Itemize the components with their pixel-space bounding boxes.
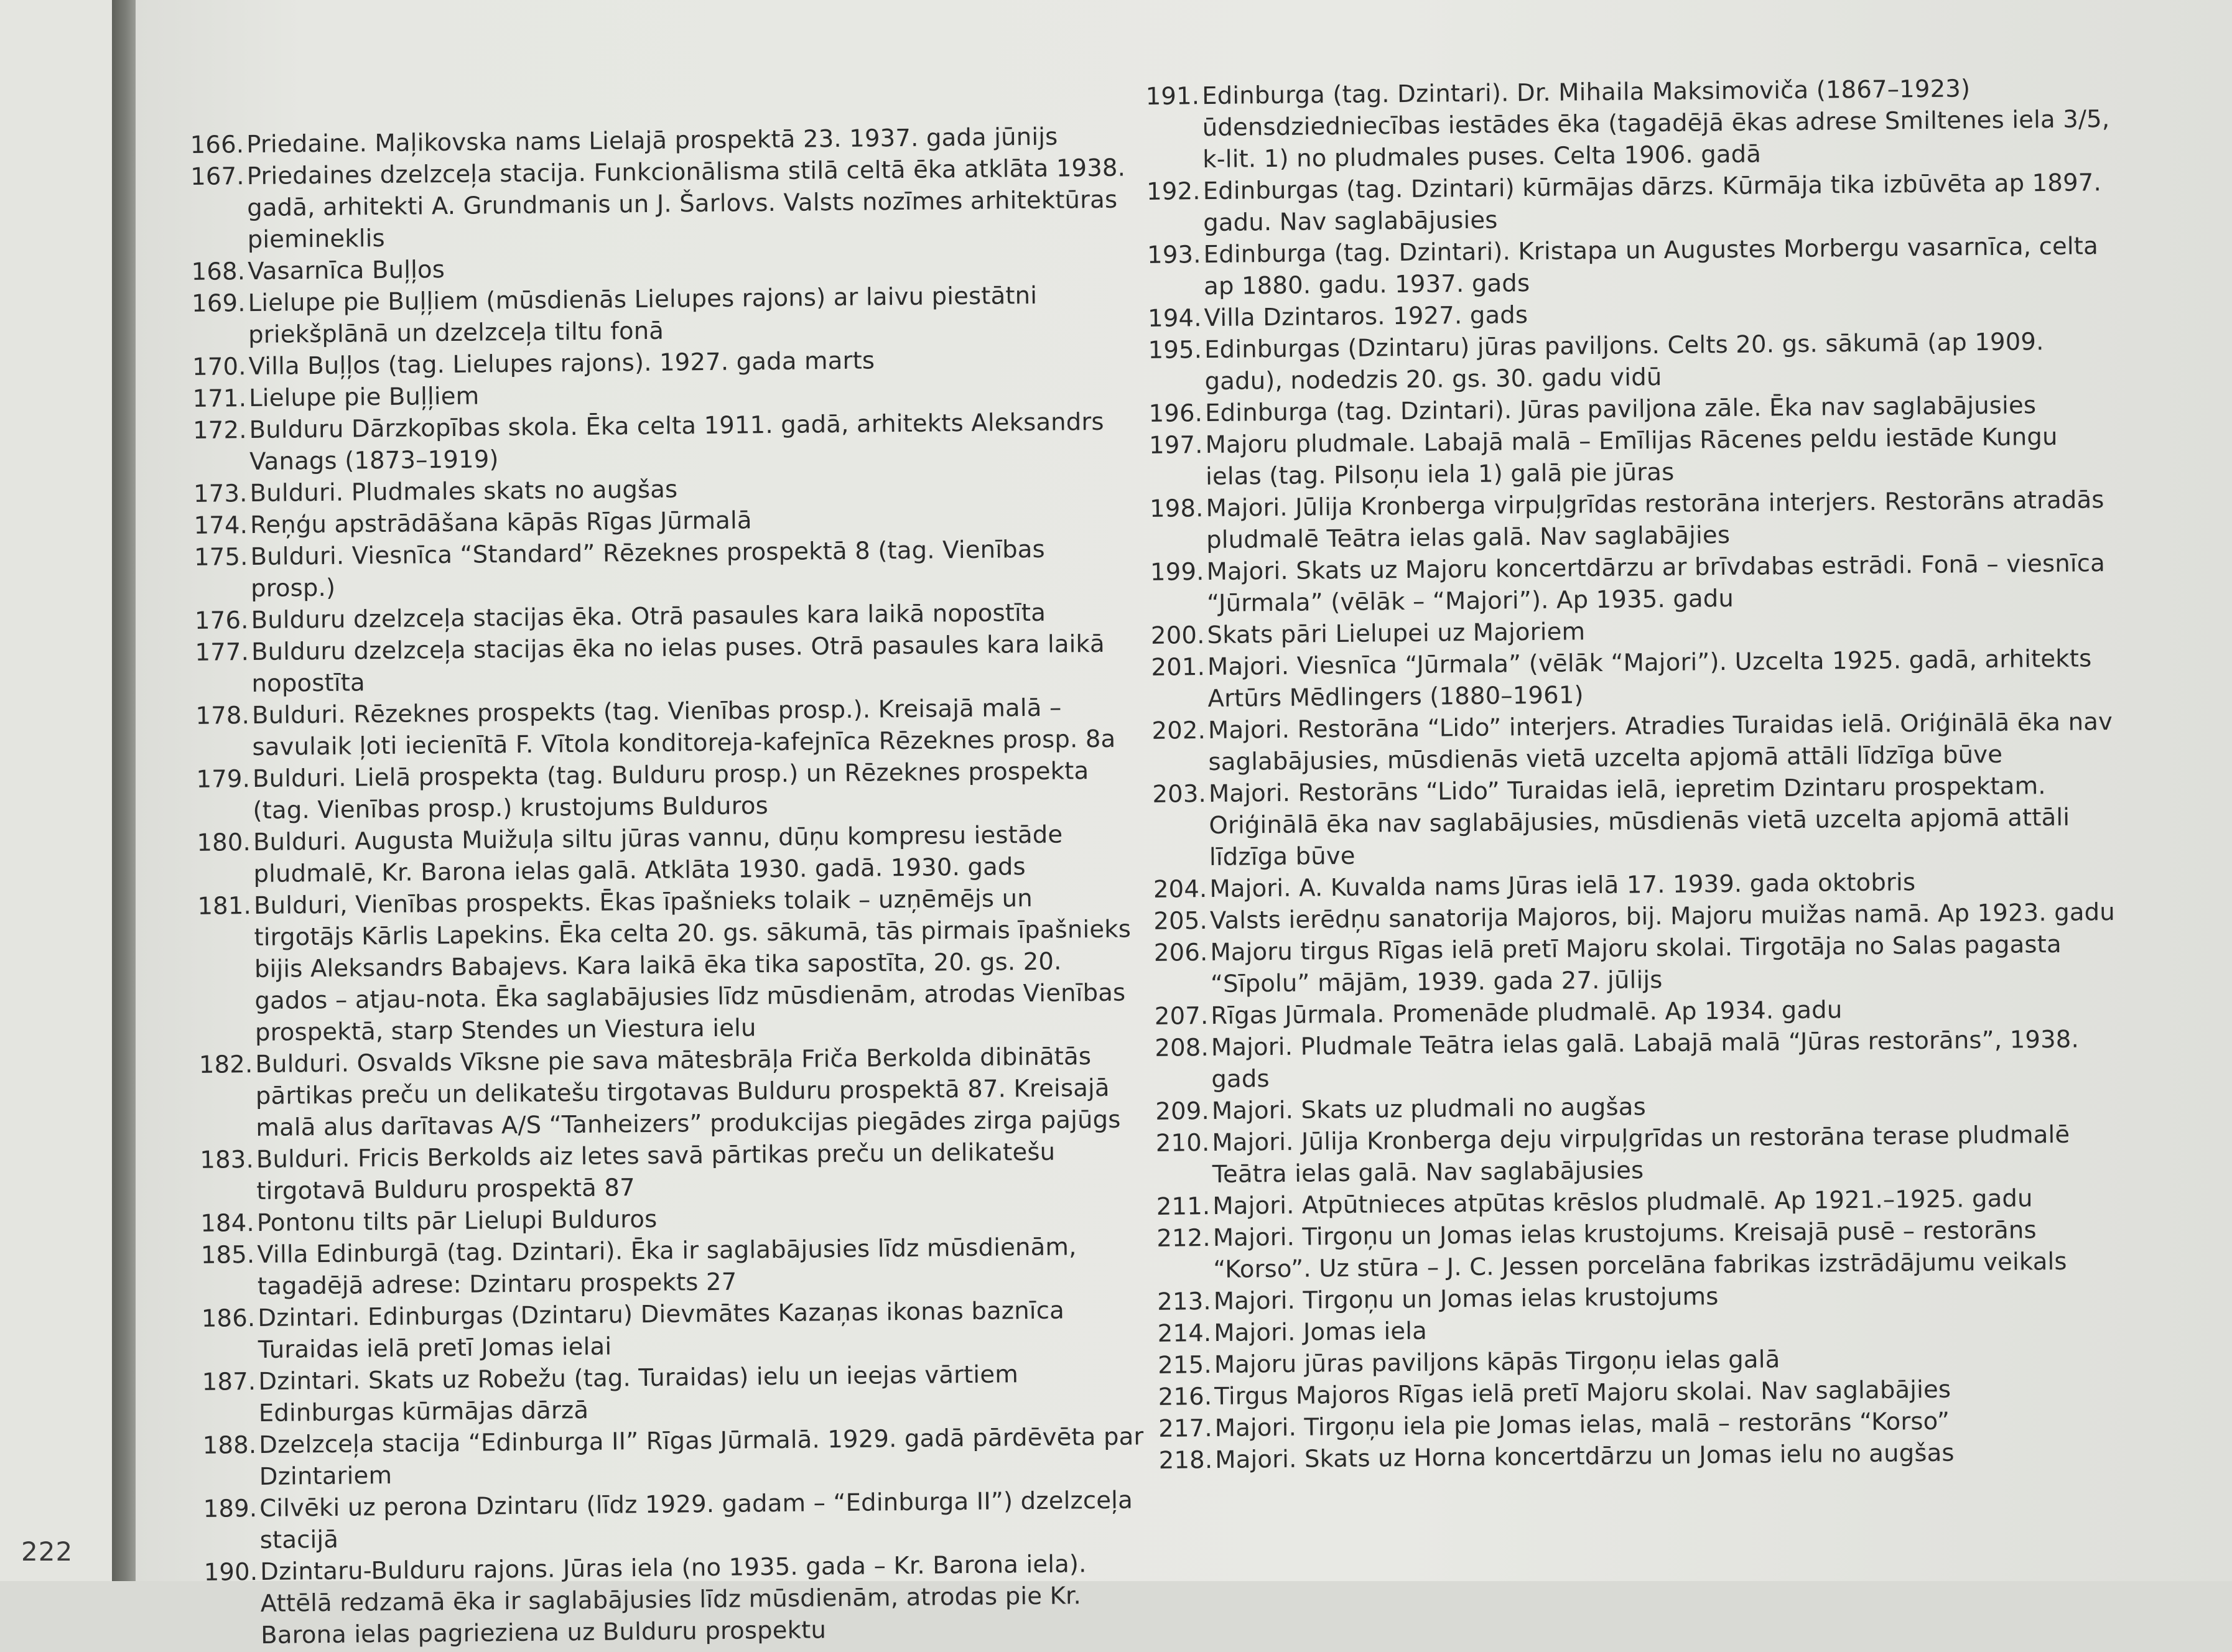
caption-entry [1145, 420, 2116, 493]
caption-text: Bulduri. Lielā prospekta (tag. Bulduru prosp.) un Rēzeknes prospekta (tag. Vienības prosp.) krustojums Bulduros [252, 757, 1089, 825]
caption-text: Majoru pludmale. Labajā malā – Emīlijas Rācenes peldu iestāde Kungu ielas (tag. Pilsoņu iela 1) galā pie jūras [1205, 422, 2058, 491]
caption-number: 169. [191, 289, 246, 318]
caption-entry [194, 881, 1141, 1049]
caption-entry [195, 1040, 1142, 1144]
caption-text: Dzelzceļa stacija “Edinburga II” Rīgas Jūrmalā. 1929. gadā pārdēvēta par Dzintariem [259, 1422, 1144, 1491]
caption-number: 196. [1148, 399, 1203, 428]
caption-number: 209. [1155, 1097, 1210, 1126]
caption-text: Skats pāri Lielupei uz Majoriem [1207, 618, 1586, 650]
caption-text: Bulduri, Vienības prospekts. Ēkas īpašnieks tolaik – uzņēmējs un tirgotājs Kārlis Lapekins. Ēka celta 20. gs. sākumā, tās pirmais īpašnieks bijis Aleksandrs Babajevs. Kara laikā ēka tika sapostīta, 20. gs. 20. gados – atjau-nota. Ēka saglabājusies līdz mūsdienām, atrodas Vienības prospektā, starp Stendes un Viestura ielu [253, 884, 1132, 1047]
caption-number: 188. [202, 1431, 257, 1460]
caption-text: Bulduri. Viesnīca “Standard” Rēzeknes prospektā 8 (tag. Vienības prosp.) [250, 535, 1046, 603]
caption-entry [1153, 1213, 2124, 1286]
caption-number: 194. [1147, 304, 1202, 333]
caption-text: Bulduru Dārzkopības skola. Ēka celta 1911. gadā, arhitekts Aleksandrs Vanags (1873–1919) [249, 407, 1104, 476]
caption-number: 200. [1150, 621, 1205, 650]
caption-number: 210. [1155, 1129, 1210, 1158]
caption-text: Valsts ierēdņu sanatorija Majoros, bij. Majoru muižas namā. Ap 1923. gadu [1209, 898, 2116, 935]
caption-number: 195. [1148, 336, 1202, 364]
caption-entry [188, 279, 1134, 351]
caption-entry [200, 1484, 1146, 1557]
caption-number: 205. [1153, 907, 1208, 935]
caption-entry [193, 818, 1140, 891]
caption-number: 177. [195, 638, 249, 667]
caption-text: Villa Buļļos (tag. Lielupes rajons). 1927. gada marts [248, 346, 875, 381]
caption-text: Pontonu tilts pār Lielupi Bulduros [256, 1205, 658, 1237]
caption-number: 198. [1149, 494, 1204, 523]
caption-text: Edinburga (tag. Dzintari). Kristapa un Augustes Morbergu vasarnīca, celta ap 1880. gadu. 1937. gads [1203, 232, 2099, 301]
caption-text: Majori. Viesnīca “Jūrmala” (vēlāk “Majori”). Uzcelta 1925. gadā, arhitekts Artūrs Mēdlingers (1880–1961) [1207, 644, 2092, 713]
caption-number: 175. [193, 543, 248, 572]
caption-text: Majori. Atpūtnieces atpūtas krēslos pludmalē. Ap 1921.–1925. gadu [1212, 1184, 2033, 1220]
caption-number: 203. [1152, 780, 1207, 809]
caption-number: 166. [190, 131, 244, 159]
caption-entry [197, 1135, 1143, 1208]
caption-entry [199, 1421, 1145, 1493]
caption-text: Priedaine. Maļikovska nams Lielajā prospektā 23. 1937. gada jūnijs [246, 123, 1058, 159]
caption-number: 202. [1151, 717, 1206, 745]
caption-text: Vasarnīca Buļļos [247, 256, 445, 286]
caption-number: 176. [194, 606, 249, 635]
caption-text: Majoru jūras paviljons kāpās Tirgoņu ielas galā [1214, 1345, 1780, 1379]
caption-entry [1143, 230, 2114, 303]
caption-text: Rīgas Jūrmala. Promenāde pludmalē. Ap 1934. gadu [1211, 996, 1843, 1031]
caption-text: Villa Dzintaros. 1927. gads [1204, 301, 1528, 333]
caption-text: Majori. Tirgoņu un Jomas ielas krustojums. Kreisajā pusē – restorāns “Korso”. Uz stūra – J. C. Jessen porcelāna fabrikas izstrādājumu veikals [1212, 1216, 2067, 1284]
caption-number: 168. [191, 258, 246, 286]
caption-number: 173. [193, 480, 248, 508]
caption-text: Bulduri. Osvalds Vīksne pie sava mātesbrāļa Friča Berkolda dibinātās pārtikas preču un delikatešu tirgotavas Bulduru prospektā 87. Kreisajā malā alus darītavas A/S “Tanheizers” produkcijas piegādes zirga pajūgs [255, 1042, 1121, 1143]
caption-number: 218. [1158, 1446, 1213, 1475]
caption-entry [192, 691, 1138, 764]
caption-number: 212. [1156, 1224, 1211, 1253]
caption-text: Bulduri. Fricis Berkolds aiz letes savā pārtikas preču un delikatešu tirgotavā Bulduru prospektā 87 [256, 1138, 1056, 1205]
caption-number: 189. [203, 1495, 258, 1523]
caption-number: 183. [200, 1146, 254, 1174]
caption-number: 193. [1146, 241, 1201, 269]
book-spine [112, 0, 136, 1581]
caption-text: Priedaines dzelzceļa stacija. Funkcionālisma stilā celtā ēka atklāta 1938. gadā, arhitekti A. Grundmanis un J. Šarlovs. Valsts nozīmes arhitektūras piemineklis [246, 154, 1126, 254]
caption-text: Reņģu apstrādāšana kāpās Rīgas Jūrmalā [249, 506, 752, 540]
caption-number: 201. [1151, 653, 1206, 682]
caption-text: Bulduri. Augusta Muižuļa siltu jūras vannu, dūņu kompresu iestāde pludmalē, Kr. Barona ielas galā. Atklāta 1930. gadā. 1930. gads [253, 820, 1063, 889]
caption-text: Edinburgas (Dzintaru) jūras paviljons. Celts 20. gs. sākumā (ap 1909. gadu), nodedzis 20. gs. 30. gadu vidū [1204, 328, 2044, 396]
caption-text: Majori. Restorāna “Lido” interjers. Atradies Turaidas ielā. Oriģinālā ēka nav saglabājusies, mūsdienās vietā uzcelta apjomā attāli līdzīga būve [1207, 708, 2113, 777]
caption-number: 186. [201, 1304, 256, 1333]
caption-entry [1142, 72, 2113, 176]
caption-text: Bulduru dzelzceļa stacijas ēka. Otrā pasaules kara laikā nopostīta [251, 598, 1046, 635]
caption-number: 204. [1153, 875, 1207, 904]
caption-number: 184. [200, 1209, 255, 1238]
caption-text: Majori. Skats uz pludmali no augšas [1211, 1093, 1647, 1126]
caption-text: Majori. Jūlija Kronberga virpuļgrīdas restorāna interjers. Restorāns atradās pludmalē Teātra ielas galā. Nav saglabājies [1206, 486, 2104, 555]
caption-text: Majori. Skats uz Majoru koncertdārzu ar brīvdabas estrādi. Fonā – viesnīca “Jūrmala” (vēlāk – “Majori”). Ap 1935. gadu [1206, 549, 2106, 618]
caption-number: 190. [203, 1558, 258, 1587]
caption-text: Majori. Restorāns “Lido” Turaidas ielā, iepretim Dzintaru prospektam. Oriģinālā ēka nav saglabājusies, mūsdienās vietā uzcelta apjomā attāli līdzīga būve [1208, 772, 2070, 872]
caption-entry [1146, 484, 2117, 557]
caption-number: 171. [192, 384, 247, 413]
caption-entry [1151, 1023, 2123, 1096]
caption-number: 180. [197, 828, 251, 857]
caption-number: 170. [192, 353, 246, 381]
caption-number: 199. [1150, 558, 1204, 587]
caption-text: Majoru tirgus Rīgas ielā pretī Majoru skolai. Tirgotāja no Salas pagasta “Sīpolu” mājām, 1939. gada 27. jūlijs [1210, 930, 2062, 999]
caption-list-left [187, 120, 1146, 1651]
caption-entry [192, 628, 1138, 700]
caption-text: Edinburgas (tag. Dzintari) kūrmājas dārzs. Kūrmāja tika izbūvēta ap 1897. gadu. Nav saglabājusies [1202, 169, 2102, 238]
caption-entry [189, 406, 1135, 478]
caption-number: 187. [202, 1368, 256, 1396]
caption-entry [1146, 547, 2118, 620]
caption-entry [1148, 643, 2119, 715]
caption-number: 178. [195, 702, 250, 730]
caption-text: Lielupe pie Buļļiem [248, 382, 480, 413]
caption-text: Edinburga (tag. Dzintari). Dr. Mihaila Maksimoviča (1867–1923) ūdensdziedniecības iestādes ēka (tagadējā ēkas adrese Smiltenes iela 3/5, k-lit. 1) no pludmales puses. Celta 1906. gadā [1202, 75, 2110, 174]
caption-number: 217. [1158, 1414, 1213, 1443]
caption-entry [198, 1294, 1144, 1367]
caption-text: Bulduri. Rēzeknes prospekts (tag. Vienības prosp.). Kreisajā malā – savulaik ļoti iecienītā F. Vītola konditoreja-kafejnīca Rēzeknes prosp. 8a [251, 694, 1116, 762]
caption-text: Majori. Tirgoņu iela pie Jomas ielas, malā – restorāns “Korso” [1214, 1407, 1950, 1442]
caption-text: Tirgus Majoros Rīgas ielā pretī Majoru skolai. Nav saglabājies [1214, 1375, 1951, 1411]
caption-number: 215. [1158, 1351, 1212, 1380]
caption-text: Villa Edinburgā (tag. Dzintari). Ēka ir saglabājusies līdz mūsdienām, tagadējā adrese: Dzintaru prospekts 27 [257, 1233, 1077, 1301]
caption-text: Bulduri. Pludmales skats no augšas [249, 475, 678, 508]
caption-number: 181. [197, 892, 252, 921]
caption-text: Edinburga (tag. Dzintari). Jūras paviljona zāle. Ēka nav saglabājusies [1204, 391, 2037, 428]
caption-list-right [1142, 72, 2126, 1477]
caption-text: Majori. Tirgoņu un Jomas ielas krustojums [1213, 1283, 1719, 1316]
caption-entry [197, 1230, 1143, 1303]
caption-number: 174. [193, 511, 248, 540]
caption-number: 197. [1148, 431, 1203, 460]
caption-entry [198, 1357, 1145, 1430]
caption-entry [193, 754, 1139, 827]
caption-text: Dzintaru-Bulduru rajons. Jūras iela (no 1935. gada – Kr. Barona iela). Attēlā redzamā ēka ir saglabājusies līdz mūsdienām, atrodas pie Kr. Barona ielas pagrieziena uz Bulduru prospektu [260, 1550, 1087, 1650]
caption-text: Lielupe pie Buļļiem (mūsdienās Lielupes rajons) ar laivu piestātni priekšplānā un dzelzceļa tiltu fonā [248, 281, 1038, 350]
caption-entry [1148, 706, 2119, 779]
caption-entry [1145, 325, 2116, 398]
caption-number: 213. [1157, 1288, 1212, 1316]
caption-entry [1150, 928, 2121, 1001]
caption-number: 191. [1145, 82, 1200, 111]
caption-number: 185. [200, 1241, 255, 1269]
caption-text: Bulduru dzelzceļa stacijas ēka no ielas puses. Otrā pasaules kara laikā nopostīta [251, 629, 1105, 698]
caption-text: Cilvēki uz perona Dzintaru (līdz 1929. gadam – “Edinburga II”) dzelzceļa stacijā [259, 1486, 1133, 1554]
caption-number: 206. [1153, 939, 1208, 967]
caption-entry [187, 152, 1133, 256]
caption-text: Majori. Jomas iela [1214, 1317, 1428, 1347]
caption-text: Dzintari. Skats uz Robežu (tag. Turaidas) ielu un ieejas vārtiem Edinburgas kūrmājas dārzā [258, 1360, 1019, 1427]
caption-number: 192. [1146, 177, 1201, 206]
caption-entry [200, 1548, 1146, 1652]
caption-number: 182. [198, 1051, 253, 1079]
caption-number: 172. [192, 416, 247, 445]
caption-number: 167. [190, 162, 244, 191]
caption-entry [1152, 1118, 2123, 1191]
caption-entry [190, 532, 1137, 605]
page-number: 222 [21, 1536, 73, 1567]
caption-number: 208. [1155, 1034, 1209, 1062]
caption-text: Majori. Jūlija Kronberga deju virpuļgrīdas un restorāna terase pludmalē Teātra ielas galā. Nav saglabājusies [1212, 1120, 2070, 1189]
caption-number: 214. [1157, 1319, 1212, 1348]
caption-text: Majori. Skats uz Horna koncertdārzu un Jomas ielu no augšas [1215, 1439, 1955, 1474]
caption-entry [1149, 769, 2120, 874]
caption-text: Dzintari. Edinburgas (Dzintaru) Dievmātes Kazaņas ikonas baznīca Turaidas ielā pretī Jomas ielai [258, 1296, 1065, 1364]
caption-number: 207. [1154, 1002, 1209, 1031]
caption-number: 211. [1156, 1192, 1211, 1221]
caption-text: Majori. A. Kuvalda nams Jūras ielā 17. 1939. gada oktobris [1209, 868, 1916, 904]
caption-number: 179. [196, 765, 251, 794]
left-page-edge [0, 0, 112, 1581]
caption-entry [1143, 167, 2114, 239]
caption-text: Majori. Pludmale Teātra ielas galā. Labajā malā “Jūras restorāns”, 1938. gads [1211, 1025, 2080, 1094]
caption-number: 216. [1158, 1383, 1212, 1411]
